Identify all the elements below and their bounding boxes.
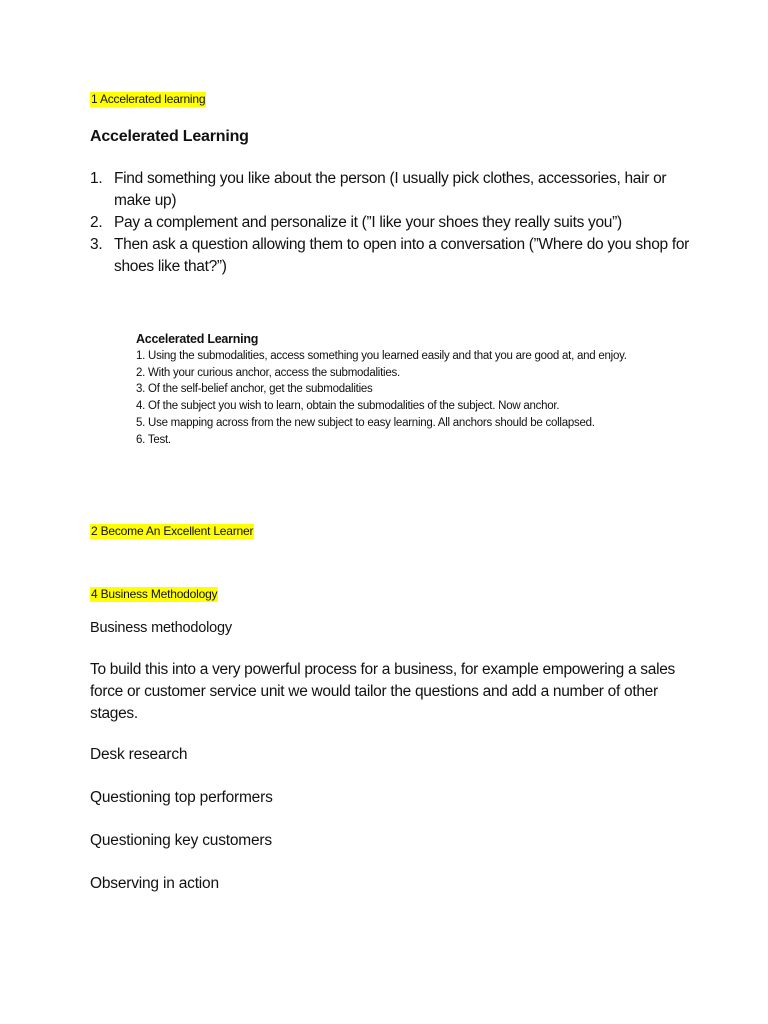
list-item-text: Find something you like about the person (I usually pick clothes, accessories, hair or make up) — [114, 170, 667, 209]
section-1-heading: 1 Accelerated learning — [91, 92, 206, 106]
list-item-number: 3. — [90, 236, 103, 253]
list-item-number: 1. — [90, 170, 103, 187]
step-item: 6. Test. — [136, 433, 171, 446]
accelerated-learning-title: Accelerated Learning — [90, 128, 249, 145]
section-4-heading: 4 Business Methodology — [91, 587, 218, 601]
list-item-text: Then ask a question allowing them to open into a conversation (”Where do you shop for shoes like that?”) — [114, 236, 690, 275]
stage-item: Observing in action — [90, 875, 219, 892]
list-item-number: 2. — [90, 214, 103, 231]
list-item — [90, 168, 690, 212]
step-item: 5. Use mapping across from the new subject to easy learning. All anchors should be collapsed. — [136, 416, 595, 429]
stage-item: Desk research — [90, 746, 188, 763]
list-item — [90, 234, 690, 278]
stage-item: Questioning top performers — [90, 789, 273, 806]
step-item: 3. Of the self-belief anchor, get the submodalities — [136, 383, 373, 396]
section-2-heading: 2 Become An Excellent Learner — [91, 524, 254, 538]
list-item-text: Pay a complement and personalize it (”I like your shoes they really suits you”) — [114, 214, 622, 231]
steps-title: Accelerated Learning — [136, 332, 259, 346]
stage-item: Questioning key customers — [90, 832, 272, 849]
step-item: 2. With your curious anchor, access the submodalities. — [136, 366, 400, 379]
accelerated-learning-list — [90, 168, 690, 278]
business-paragraph: To build this into a very powerful process for a business, for example empowering a sales force or customer service unit we would tailor the questions and add a number of other stages. — [90, 661, 675, 722]
accelerated-learning-steps-block — [136, 331, 696, 449]
business-subtitle: Business methodology — [90, 620, 232, 636]
step-item: 4. Of the subject you wish to learn, obtain the submodalities of the subject. Now anchor. — [136, 400, 560, 413]
step-item: 1. Using the submodalities, access something you learned easily and that you are good at, and enjoy. — [136, 349, 627, 362]
list-item — [90, 212, 690, 234]
